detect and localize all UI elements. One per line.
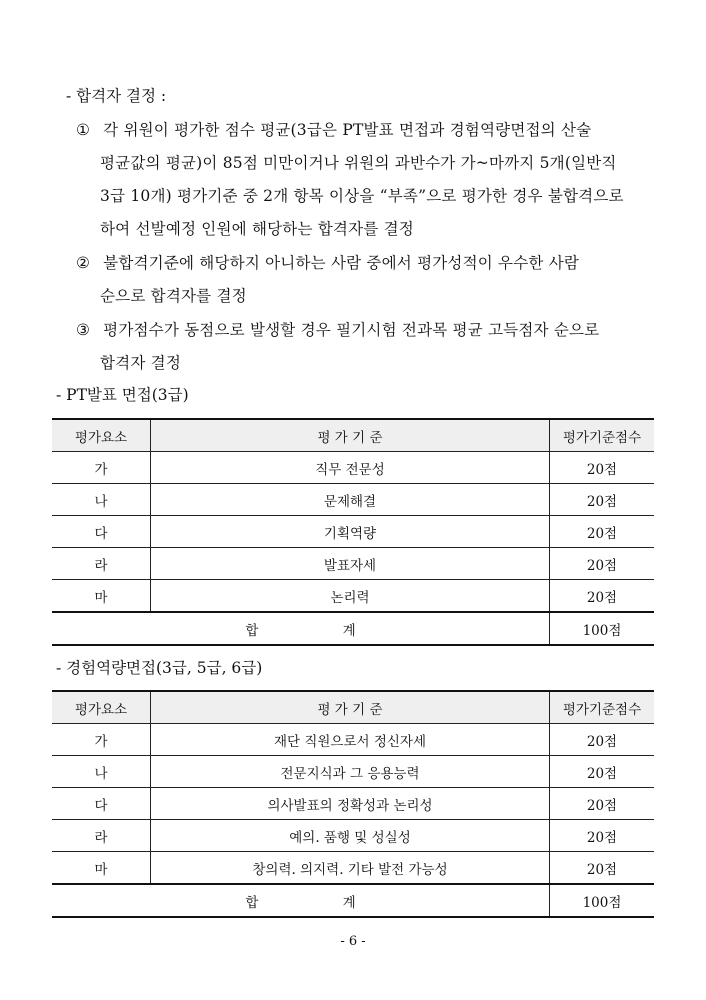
item-text: 각 위원이 평가한 점수 평균(3급은 PT발표 면접과 경험역량면접의 산술	[103, 121, 592, 139]
column-header: 평 가 기 준	[151, 419, 550, 452]
table-row	[52, 820, 654, 852]
table-total-row	[52, 884, 654, 917]
table-row	[52, 516, 654, 548]
table-row	[52, 852, 654, 885]
table-row	[52, 724, 654, 756]
list-item-1-line-2: 평균값의 평균)이 85점 미만이거나 위원의 과반수가 가~마까지 5개(일반직	[100, 154, 617, 172]
section-heading-experience: - 경험역량면접(3급, 5급, 6급)	[56, 659, 263, 677]
section-heading-selection: - 합격자 결정 :	[66, 87, 167, 105]
table-row	[52, 580, 654, 613]
table-cell: 가	[52, 724, 151, 756]
table-cell: 20점	[550, 820, 655, 852]
list-item-3-line-1	[76, 318, 599, 340]
table-row	[52, 484, 654, 516]
table-row	[52, 452, 654, 484]
list-item-1-line-4: 하여 선발예정 인원에 해당하는 합격자를 결정	[100, 220, 414, 238]
table-cell: 마	[52, 580, 151, 613]
table-row	[52, 788, 654, 820]
list-item-1-line-3: 3급 10개) 평가기준 중 2개 항목 이상을 “부족”으로 평가한 경우 불합격으로	[100, 187, 624, 205]
table-cell: 20점	[550, 452, 655, 484]
table-cell: 다	[52, 788, 151, 820]
table-cell: 재단 직원으로서 정신자세	[151, 724, 550, 756]
page-number: - 6 -	[340, 934, 366, 949]
table-total-row	[52, 612, 654, 645]
table-cell: 문제해결	[151, 484, 550, 516]
total-label: 합 계	[52, 884, 550, 917]
table-cell: 20점	[550, 756, 655, 788]
table-cell: 가	[52, 452, 151, 484]
column-header: 평가기준점수	[550, 419, 655, 452]
table-cell: 발표자세	[151, 548, 550, 580]
table-header-row	[52, 419, 654, 452]
table-cell: 라	[52, 820, 151, 852]
total-value: 100점	[550, 884, 655, 917]
pt-evaluation-table	[52, 418, 654, 646]
table-cell: 마	[52, 852, 151, 885]
section-heading-pt: - PT발표 면접(3급)	[56, 386, 189, 404]
item-marker-2: ②	[76, 254, 91, 272]
table-cell: 20점	[550, 852, 655, 885]
experience-evaluation-table	[52, 690, 654, 918]
table-cell: 20점	[550, 724, 655, 756]
table-cell: 20점	[550, 548, 655, 580]
table-cell: 20점	[550, 484, 655, 516]
column-header: 평가요소	[52, 419, 151, 452]
list-item-3-line-2: 합격자 결정	[100, 354, 181, 372]
table-cell: 나	[52, 756, 151, 788]
table-cell: 직무 전문성	[151, 452, 550, 484]
table-cell: 나	[52, 484, 151, 516]
item-marker-1: ①	[76, 121, 91, 139]
item-text: 불합격기준에 해당하지 아니하는 사람 중에서 평가성적이 우수한 사람	[103, 254, 580, 272]
table-cell: 의사발표의 정확성과 논리성	[151, 788, 550, 820]
table-cell: 논리력	[151, 580, 550, 613]
list-item-2-line-2: 순으로 합격자를 결정	[100, 287, 247, 305]
table-header-row	[52, 691, 654, 724]
table-cell: 기획역량	[151, 516, 550, 548]
table-row	[52, 548, 654, 580]
item-marker-3: ③	[76, 321, 91, 339]
item-text: 평가점수가 동점으로 발생할 경우 필기시험 전과목 평균 고득점자 순으로	[103, 321, 600, 339]
table-cell: 창의력. 의지력. 기타 발전 가능성	[151, 852, 550, 885]
column-header: 평가요소	[52, 691, 151, 724]
list-item-2-line-1	[76, 251, 579, 273]
total-value: 100점	[550, 612, 655, 645]
column-header: 평가기준점수	[550, 691, 655, 724]
table-cell: 예의. 품행 및 성실성	[151, 820, 550, 852]
table-cell: 20점	[550, 788, 655, 820]
total-label: 합 계	[52, 612, 550, 645]
table-cell: 20점	[550, 516, 655, 548]
table-cell: 전문지식과 그 응용능력	[151, 756, 550, 788]
list-item-1-line-1	[76, 118, 591, 140]
table-cell: 라	[52, 548, 151, 580]
column-header: 평 가 기 준	[151, 691, 550, 724]
table-cell: 20점	[550, 580, 655, 613]
table-row	[52, 756, 654, 788]
table-cell: 다	[52, 516, 151, 548]
